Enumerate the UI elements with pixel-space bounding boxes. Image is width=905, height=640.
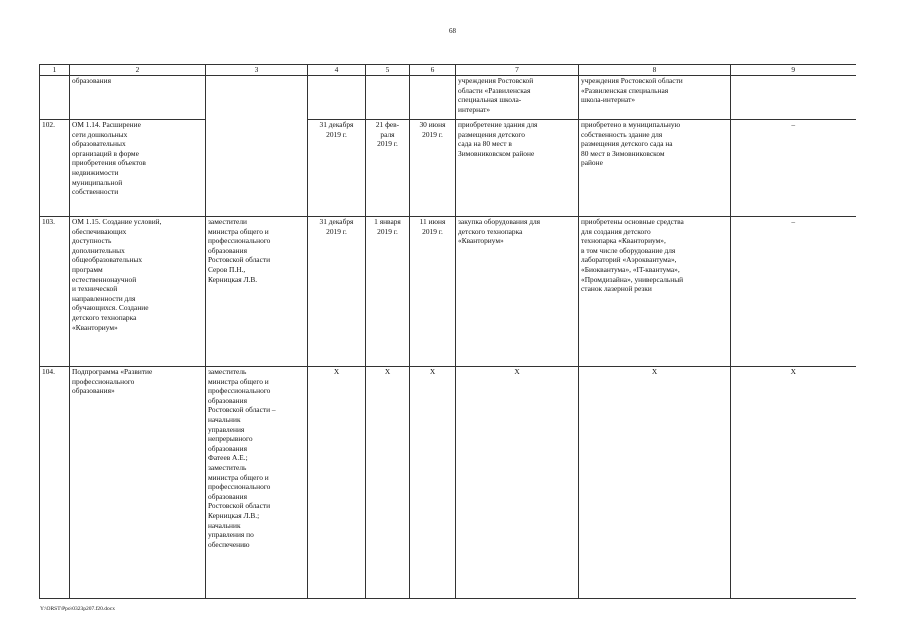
column-header: 5 <box>366 65 410 76</box>
actual-result: учреждения Ростовской области «Развиленская специальная школа-интернат» <box>579 76 731 120</box>
column-header: 8 <box>579 65 731 76</box>
actual-end-date <box>410 76 456 120</box>
responsible-executor: заместитель министра общего и профессионального образования Ростовской области – начальник управления непрерывного образования Фатеев А.Е.; заместитель министра общего и профессионального образования Ростовской области Керницкая Л.В.; начальник управления по обеспечению <box>206 367 308 599</box>
actual-start-date: 1 января 2019 г. <box>366 217 410 367</box>
column-header: 7 <box>456 65 579 76</box>
table-row <box>40 217 856 367</box>
actual-start-date: 21 фев- раля 2019 г. <box>366 120 410 217</box>
file-path-footer: Y:\ORST\Ppo\0323p207.f20.docx <box>40 606 115 612</box>
column-header: 3 <box>206 65 308 76</box>
column-header: 1 <box>40 65 70 76</box>
planned-result: приобретение здания для размещения детского сада на 80 мест в Зимовниковском районе <box>456 120 579 217</box>
row-number: 103. <box>40 217 70 367</box>
row-number: 104. <box>40 367 70 599</box>
actual-result: приобретены основные средства для создания детского технопарка «Кванториум», в том числе оборудование для лабораторий «Аэроквантума», «Биоквантума», «IT-квантума», «Промдизайна», универсальный станок лазерной резки <box>579 217 731 367</box>
row-number: 102. <box>40 120 70 217</box>
responsible-executor <box>206 76 308 217</box>
column-header: 4 <box>308 65 366 76</box>
actual-end-date: X <box>410 367 456 599</box>
deviation-reason <box>731 76 856 120</box>
deviation-reason: X <box>731 367 856 599</box>
column-header: 6 <box>410 65 456 76</box>
planned-end-date <box>308 76 366 120</box>
actual-end-date: 11 июня 2019 г. <box>410 217 456 367</box>
actual-start-date <box>366 76 410 120</box>
actual-result: X <box>579 367 731 599</box>
actual-start-date: X <box>366 367 410 599</box>
deviation-reason: – <box>731 217 856 367</box>
measure-name: Подпрограмма «Развитие профессионального образования» <box>70 367 206 599</box>
table-row <box>40 76 856 120</box>
planned-result: X <box>456 367 579 599</box>
planned-result: закупка оборудования для детского технопарка «Кванториум» <box>456 217 579 367</box>
table-row <box>40 367 856 599</box>
measure-name: ОМ 1.15. Создание условий, обеспечивающих доступность дополнительных общеобразовательных программ естественнонаучной и технической направленности для обучающихся. Создание детского технопарка «Кванториум» <box>70 217 206 367</box>
planned-end-date: 31 декабря 2019 г. <box>308 217 366 367</box>
deviation-reason: – <box>731 120 856 217</box>
column-header: 9 <box>731 65 856 76</box>
measures-table <box>39 64 856 599</box>
table-header-row <box>40 65 856 76</box>
row-number <box>40 76 70 120</box>
measure-name: образования <box>70 76 206 120</box>
measure-name: ОМ 1.14. Расширение сети дошкольных образовательных организаций в форме приобретения объектов недвижимости муниципальной собственности <box>70 120 206 217</box>
actual-end-date: 30 июня 2019 г. <box>410 120 456 217</box>
planned-result: учреждения Ростовской области «Развиленская специальная школа- интернат» <box>456 76 579 120</box>
column-header: 2 <box>70 65 206 76</box>
table-row <box>40 120 856 217</box>
responsible-executor: заместители министра общего и профессионального образования Ростовской области Серов П.Н., Керницкая Л.В. <box>206 217 308 367</box>
actual-result: приобретено в муниципальную собственность здание для размещения детского сада на 80 мест в Зимовниковском районе <box>579 120 731 217</box>
planned-end-date: X <box>308 367 366 599</box>
planned-end-date: 31 декабря 2019 г. <box>308 120 366 217</box>
page-number: 68 <box>449 27 456 35</box>
